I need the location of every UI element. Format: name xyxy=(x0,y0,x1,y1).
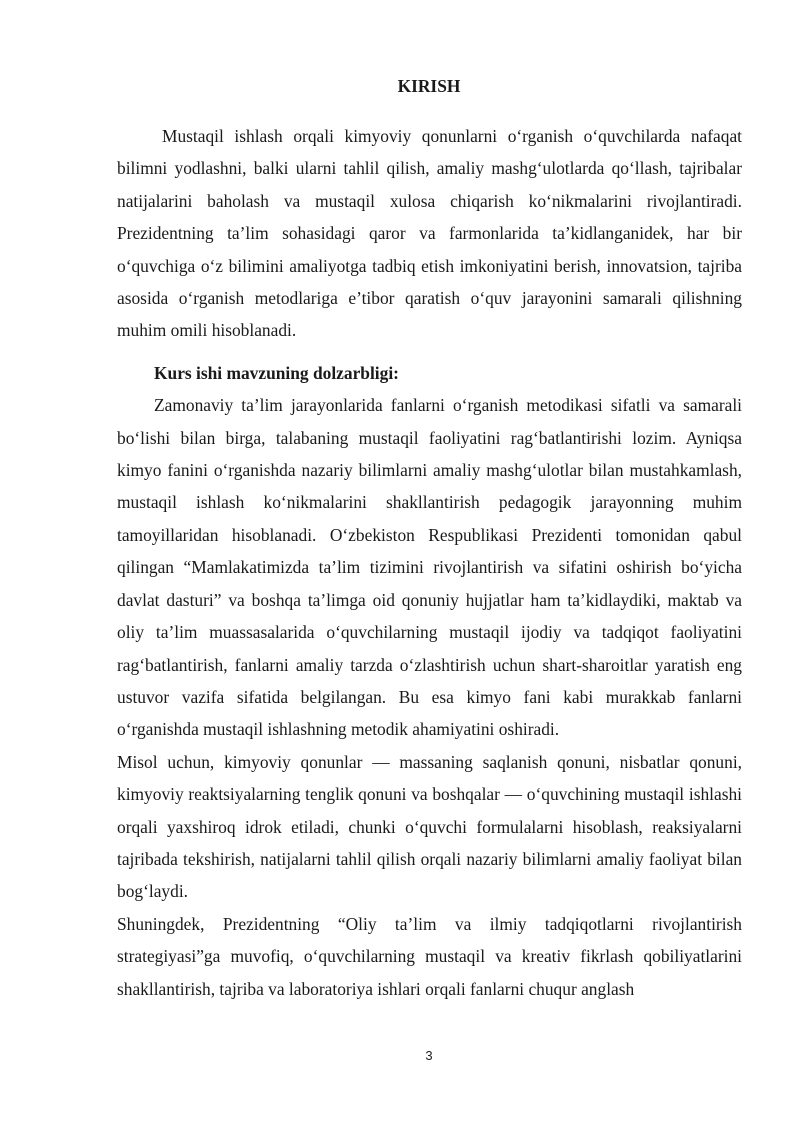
intro-paragraph: Mustaqil ishlash orqali kimyoviy qonunlarni o‘rganish o‘quvchilarda nafaqat bilimni yodlashni, balki ularni tahlil qilish, amaliy mashg‘ulotlarda qo‘llash, tajribalar natijalarini baholash va mustaqil xulosa chiqarish ko‘nikmalarini rivojlantiradi. Prezidentning ta’lim sohasidagi qaror va farmonlarida ta’kidlanganidek, har bir o‘quvchiga o‘z bilimini amaliyotga tadbiq etish imkoniyatini berish, innovatsion, tajriba asosida o‘rganish metodlariga e’tibor qaratish o‘quv jarayonini samarali qilishning muhim omili hisoblanadi. xyxy=(117,126,742,341)
document-body xyxy=(117,120,742,1005)
relevance-paragraph: Zamonaviy ta’lim jarayonlarida fanlarni o‘rganish metodikasi sifatli va samarali bo‘lishi bilan birga, talabaning mustaqil faoliyatini rag‘batlantirishi lozim. Ayniqsa kimyo fanini o‘rganishda nazariy bilimlarni amaliy mashg‘ulotlar bilan mustahkamlash, mustaqil ishlash ko‘nikmalarini shakllantirish pedagogik jarayonning muhim tamoyillaridan hisoblanadi. O‘zbekiston Respublikasi Prezidenti tomonidan qabul qilingan “Mamlakatimizda ta’lim tizimini rivojlantirish va sifatini oshirish bo‘yicha davlat dasturi” va boshqa ta’limga oid qonuniy hujjatlar ham ta’kidlaydiki, maktab va oliy ta’lim muassasalarida o‘quvchilarning mustaqil ijodiy va tadqiqot faoliyatini rag‘batlantirish, fanlarni amaliy tarzda o‘zlashtirish uchun shart-sharoitlar yaratish eng ustuvor vazifa sifatida belgilangan. Bu esa kimyo fani kabi murakkab fanlarni o‘rganishda mustaqil ishlashning metodik ahamiyatini oshiradi. xyxy=(117,395,742,740)
page-title: KIRISH xyxy=(397,76,461,96)
strategy-paragraph: Shuningdek, Prezidentning “Oliy ta’lim va ilmiy tadqiqotlarni rivojlantirish strategiyasi”ga muvofiq, o‘quvchilarning mustaqil va kreativ fikrlash qobiliyatlarini shakllantirish, tajriba va laboratoriya ishlari orqali fanlarni chuqur anglash xyxy=(117,913,742,999)
section-heading: Kurs ishi mavzuning dolzarbligi: xyxy=(154,362,399,383)
example-paragraph: Misol uchun, kimyoviy qonunlar — massaning saqlanish qonuni, nisbatlar qonuni, kimyoviy reaktsiyalarning tenglik qonuni va boshqalar — o‘quvchining mustaqil ishlashi orqali yaxshiroq idrok etiladi, chunki o‘quvchi formulalarni hisoblash, reaksiyalarni tajribada tekshirish, natijalarni tahlil qilish orqali nazariy bilimlarni amaliy faoliyat bilan bog‘laydi. xyxy=(117,751,742,902)
page-number: 3 xyxy=(425,1048,433,1063)
